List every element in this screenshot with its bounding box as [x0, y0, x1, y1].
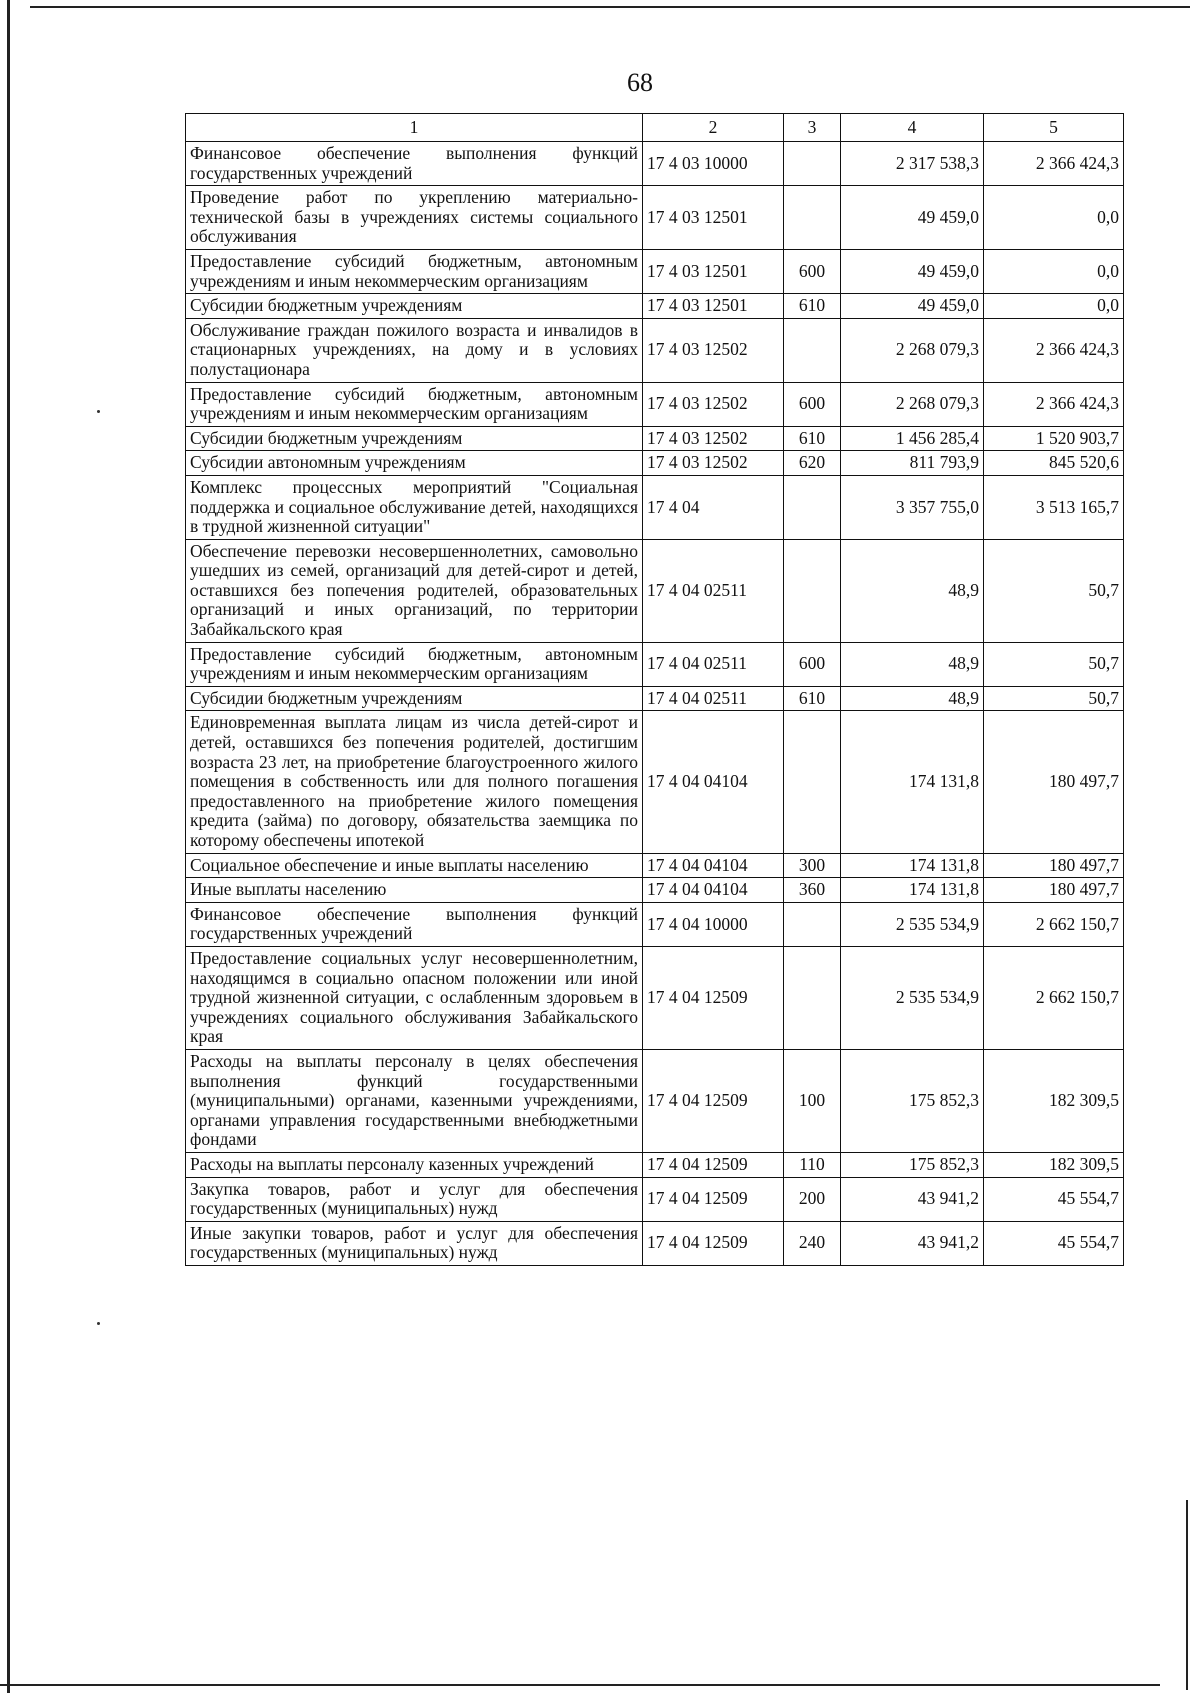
row-code-cell: 17 4 03 12501: [643, 294, 784, 319]
page-number: 68: [627, 68, 653, 97]
row-value-year2-cell: 2 366 424,3: [984, 318, 1124, 382]
row-type-cell: [784, 902, 841, 946]
table-row: [186, 426, 1124, 451]
row-value-year1-cell: 49 459,0: [841, 186, 984, 250]
table-row: [186, 902, 1124, 946]
row-value-year1-cell: 811 793,9: [841, 451, 984, 476]
row-name-cell: Единовременная выплата лицам из числа детей-сирот и детей, оставшихся без попечения родителей, достигшим возраста 23 лет, на приобретение благоустроенного жилого помещения в собственность или для полного погашения предоставленного на приобретение жилого помещения кредита (займа) по договору, обязательства заемщика по которому обеспечены ипотекой: [186, 711, 643, 853]
row-name-cell: Обслуживание граждан пожилого возраста и инвалидов в стационарных учреждениях, на дому и в условиях полустационара: [186, 318, 643, 382]
row-type-cell: 600: [784, 642, 841, 686]
table-header-row: [186, 114, 1124, 142]
table-row: [186, 1152, 1124, 1177]
scan-speck: [97, 1322, 100, 1325]
row-code-cell: 17 4 04 04104: [643, 878, 784, 903]
row-code-cell: 17 4 04 02511: [643, 686, 784, 711]
row-value-year2-cell: 50,7: [984, 686, 1124, 711]
scan-border-left: [7, 0, 10, 1693]
row-code-cell: 17 4 04 12509: [643, 946, 784, 1049]
row-type-cell: 360: [784, 878, 841, 903]
row-value-year2-cell: 50,7: [984, 642, 1124, 686]
table-row: [186, 1177, 1124, 1221]
row-value-year1-cell: 175 852,3: [841, 1152, 984, 1177]
row-type-cell: [784, 711, 841, 853]
row-code-cell: 17 4 04 10000: [643, 902, 784, 946]
row-code-cell: 17 4 04 04104: [643, 711, 784, 853]
row-name-cell: Предоставление субсидий бюджетным, автономным учреждениям и иным некоммерческим организациям: [186, 642, 643, 686]
row-code-cell: 17 4 04 12509: [643, 1152, 784, 1177]
row-value-year1-cell: 3 357 755,0: [841, 475, 984, 539]
row-value-year2-cell: 180 497,7: [984, 878, 1124, 903]
row-value-year2-cell: 50,7: [984, 539, 1124, 642]
row-name-cell: Субсидии бюджетным учреждениям: [186, 426, 643, 451]
row-value-year1-cell: 175 852,3: [841, 1049, 984, 1152]
row-name-cell: Проведение работ по укреплению материально-технической базы в учреждениях системы социального обслуживания: [186, 186, 643, 250]
row-value-year1-cell: 43 941,2: [841, 1221, 984, 1265]
row-type-cell: 200: [784, 1177, 841, 1221]
row-name-cell: Субсидии бюджетным учреждениям: [186, 294, 643, 319]
row-name-cell: Социальное обеспечение и иные выплаты населению: [186, 853, 643, 878]
scan-border-top: [30, 6, 1190, 8]
table-row: [186, 878, 1124, 903]
scan-border-bottom: [0, 1684, 1160, 1686]
row-value-year1-cell: 174 131,8: [841, 711, 984, 853]
column-header: 3: [784, 114, 841, 142]
table-row: [186, 382, 1124, 426]
row-name-cell: Субсидии автономным учреждениям: [186, 451, 643, 476]
row-type-cell: 610: [784, 426, 841, 451]
row-value-year2-cell: 3 513 165,7: [984, 475, 1124, 539]
row-name-cell: Иные выплаты населению: [186, 878, 643, 903]
row-code-cell: 17 4 03 12502: [643, 426, 784, 451]
row-value-year1-cell: 174 131,8: [841, 878, 984, 903]
row-code-cell: 17 4 03 10000: [643, 142, 784, 186]
table-row: [186, 642, 1124, 686]
row-type-cell: 100: [784, 1049, 841, 1152]
row-name-cell: Предоставление социальных услуг несовершеннолетним, находящимся в социально опасном положении или иной трудной жизненной ситуации, с ослабленным здоровьем в учреждениях социального обслуживания Забайкальского края: [186, 946, 643, 1049]
table-row: [186, 1221, 1124, 1265]
row-type-cell: [784, 186, 841, 250]
row-value-year2-cell: 2 366 424,3: [984, 382, 1124, 426]
row-value-year1-cell: 48,9: [841, 686, 984, 711]
row-name-cell: Финансовое обеспечение выполнения функций государственных учреждений: [186, 142, 643, 186]
row-type-cell: 110: [784, 1152, 841, 1177]
row-code-cell: 17 4 03 12501: [643, 249, 784, 293]
table-row: [186, 294, 1124, 319]
row-value-year1-cell: 48,9: [841, 539, 984, 642]
row-name-cell: Финансовое обеспечение выполнения функций государственных учреждений: [186, 902, 643, 946]
row-value-year1-cell: 2 268 079,3: [841, 318, 984, 382]
row-code-cell: 17 4 04 12509: [643, 1221, 784, 1265]
column-header: 5: [984, 114, 1124, 142]
row-value-year2-cell: 182 309,5: [984, 1049, 1124, 1152]
row-name-cell: Закупка товаров, работ и услуг для обеспечения государственных (муниципальных) нужд: [186, 1177, 643, 1221]
row-code-cell: 17 4 04 02511: [643, 642, 784, 686]
row-type-cell: 610: [784, 294, 841, 319]
row-type-cell: 620: [784, 451, 841, 476]
row-code-cell: 17 4 03 12502: [643, 451, 784, 476]
row-name-cell: Субсидии бюджетным учреждениям: [186, 686, 643, 711]
row-type-cell: 600: [784, 382, 841, 426]
row-value-year2-cell: 1 520 903,7: [984, 426, 1124, 451]
row-code-cell: 17 4 04: [643, 475, 784, 539]
row-value-year1-cell: 174 131,8: [841, 853, 984, 878]
row-value-year2-cell: 2 662 150,7: [984, 902, 1124, 946]
row-type-cell: [784, 539, 841, 642]
table-row: [186, 249, 1124, 293]
row-value-year1-cell: 2 317 538,3: [841, 142, 984, 186]
row-code-cell: 17 4 04 04104: [643, 853, 784, 878]
table-row: [186, 318, 1124, 382]
row-value-year1-cell: 49 459,0: [841, 249, 984, 293]
table-row: [186, 946, 1124, 1049]
row-value-year2-cell: 0,0: [984, 186, 1124, 250]
table-row: [186, 711, 1124, 853]
row-type-cell: [784, 475, 841, 539]
row-name-cell: Обеспечение перевозки несовершеннолетних, самовольно ушедших из семей, организаций для детей-сирот и детей, оставшихся без попечения родителей, образовательных организаций и иных организаций, по территории Забайкальского края: [186, 539, 643, 642]
row-value-year1-cell: 48,9: [841, 642, 984, 686]
row-value-year2-cell: 0,0: [984, 294, 1124, 319]
table-row: [186, 1049, 1124, 1152]
budget-table: [185, 113, 1124, 1266]
row-code-cell: 17 4 03 12502: [643, 382, 784, 426]
row-code-cell: 17 4 03 12501: [643, 186, 784, 250]
row-name-cell: Иные закупки товаров, работ и услуг для обеспечения государственных (муниципальных) нужд: [186, 1221, 643, 1265]
row-value-year1-cell: 49 459,0: [841, 294, 984, 319]
table-row: [186, 142, 1124, 186]
row-value-year2-cell: 845 520,6: [984, 451, 1124, 476]
row-value-year2-cell: 45 554,7: [984, 1177, 1124, 1221]
row-code-cell: 17 4 03 12502: [643, 318, 784, 382]
row-value-year2-cell: 182 309,5: [984, 1152, 1124, 1177]
column-header: 2: [643, 114, 784, 142]
row-value-year2-cell: 0,0: [984, 249, 1124, 293]
row-value-year1-cell: 2 268 079,3: [841, 382, 984, 426]
table-row: [186, 686, 1124, 711]
row-name-cell: Комплекс процессных мероприятий "Социальная поддержка и социальное обслуживание детей, находящихся в трудной жизненной ситуации": [186, 475, 643, 539]
table-row: [186, 451, 1124, 476]
table-row: [186, 539, 1124, 642]
row-type-cell: [784, 946, 841, 1049]
column-header: 1: [186, 114, 643, 142]
scan-speck: [97, 410, 100, 413]
row-type-cell: 240: [784, 1221, 841, 1265]
scan-border-right: [1186, 1500, 1188, 1690]
row-type-cell: 610: [784, 686, 841, 711]
row-name-cell: Предоставление субсидий бюджетным, автономным учреждениям и иным некоммерческим организациям: [186, 249, 643, 293]
row-value-year1-cell: 2 535 534,9: [841, 902, 984, 946]
row-type-cell: [784, 318, 841, 382]
row-value-year2-cell: 180 497,7: [984, 711, 1124, 853]
table-row: [186, 186, 1124, 250]
table-row: [186, 475, 1124, 539]
row-name-cell: Расходы на выплаты персоналу в целях обеспечения выполнения функций государственными (муниципальными) органами, казенными учреждениями, органами управления государственными внебюджетными фондами: [186, 1049, 643, 1152]
row-value-year1-cell: 2 535 534,9: [841, 946, 984, 1049]
row-value-year2-cell: 2 662 150,7: [984, 946, 1124, 1049]
row-type-cell: 300: [784, 853, 841, 878]
row-value-year2-cell: 2 366 424,3: [984, 142, 1124, 186]
row-name-cell: Расходы на выплаты персоналу казенных учреждений: [186, 1152, 643, 1177]
row-value-year2-cell: 45 554,7: [984, 1221, 1124, 1265]
table-row: [186, 853, 1124, 878]
row-code-cell: 17 4 04 12509: [643, 1049, 784, 1152]
row-name-cell: Предоставление субсидий бюджетным, автономным учреждениям и иным некоммерческим организациям: [186, 382, 643, 426]
row-value-year1-cell: 1 456 285,4: [841, 426, 984, 451]
row-code-cell: 17 4 04 02511: [643, 539, 784, 642]
row-value-year1-cell: 43 941,2: [841, 1177, 984, 1221]
row-type-cell: 600: [784, 249, 841, 293]
column-header: 4: [841, 114, 984, 142]
row-code-cell: 17 4 04 12509: [643, 1177, 784, 1221]
row-type-cell: [784, 142, 841, 186]
row-value-year2-cell: 180 497,7: [984, 853, 1124, 878]
